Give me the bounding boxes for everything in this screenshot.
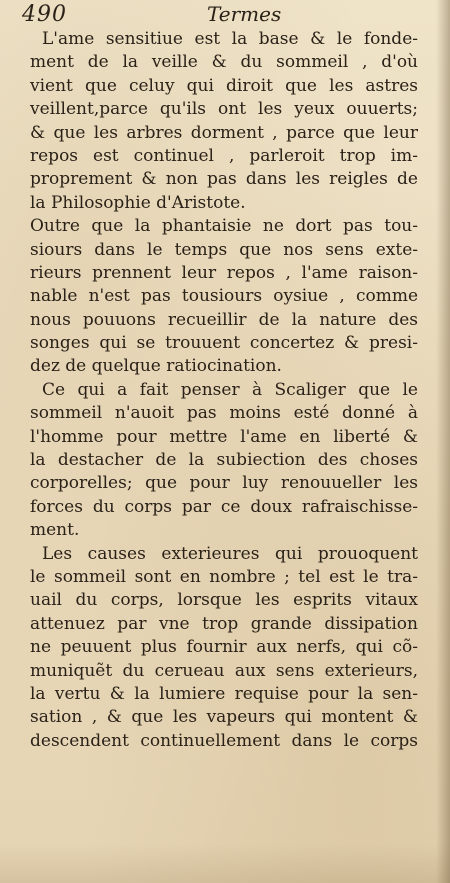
text-line: proprement & non pas dans les reigles de: [30, 169, 418, 190]
text-line: repos est continuel , parleroit trop im-: [30, 145, 418, 166]
text-line: la Philosophie d'Aristote.: [30, 192, 246, 213]
text-line: Ce qui a fait penser à Scaliger que le: [42, 379, 418, 400]
text-line: ment.: [30, 520, 80, 541]
text-line: la vertu & la lumiere requise pour la sen-: [30, 683, 418, 704]
text-line: la destacher de la subiection des choses: [30, 450, 418, 471]
text-line: L'ame sensitiue est la base & le fonde-: [42, 29, 418, 49]
text-line: nable n'est pas tousiours oysiue , comme: [30, 286, 418, 307]
text-line: attenuez par vne trop grande dissipation: [30, 613, 418, 634]
text-line: Outre que la phantaisie ne dort pas tou-: [30, 216, 418, 237]
text-line: descendent continuellement dans le corps: [30, 730, 418, 751]
text-line: veillent,parce qu'ils ont les yeux ouuerts;: [30, 99, 418, 120]
text-line: siours dans le temps que nos sens exte-: [30, 239, 418, 260]
text-line: ment de la veille & du sommeil , d'où: [30, 52, 418, 73]
text-line: sation , & que les vapeurs qui montent &: [30, 707, 418, 728]
text-line: rieurs prennent leur repos , l'ame raison-: [30, 262, 418, 283]
text-line: nous pouuons recueillir de la nature des: [30, 309, 418, 330]
page-edge-shadow: [436, 0, 450, 883]
body-text: [30, 28, 418, 753]
text-line: dez de quelque ratiocination.: [30, 356, 282, 377]
text-line: Les causes exterieures qui prouoquent: [42, 543, 418, 564]
text-line: ne peuuent plus fournir aux nerfs, qui cõ-: [30, 637, 418, 658]
text-line: uail du corps, lorsque les esprits vitaux: [30, 590, 418, 611]
text-line: corporelles; que pour luy renouueller les: [30, 473, 418, 494]
text-line: vient que celuy qui diroit que les astres: [30, 75, 418, 96]
text-line: forces du corps par ce doux rafraischisse-: [30, 496, 418, 517]
text-line: l'homme pour mettre l'ame en liberté &: [30, 426, 418, 447]
text-line: muniquẽt du cerueau aux sens exterieurs,: [30, 660, 418, 681]
text-line: songes qui se trouuent concertez & presi-: [30, 333, 418, 354]
text-line: le sommeil sont en nombre ; tel est le tra-: [30, 566, 418, 587]
page-number: 490: [22, 2, 67, 27]
page-bottom-shade: [0, 843, 450, 883]
page-header: [22, 2, 422, 28]
text-line: sommeil n'auoit pas moins esté donné à: [30, 403, 418, 424]
running-title: Termes: [207, 2, 282, 26]
text-line: & que les arbres dorment , parce que leur: [30, 122, 418, 143]
